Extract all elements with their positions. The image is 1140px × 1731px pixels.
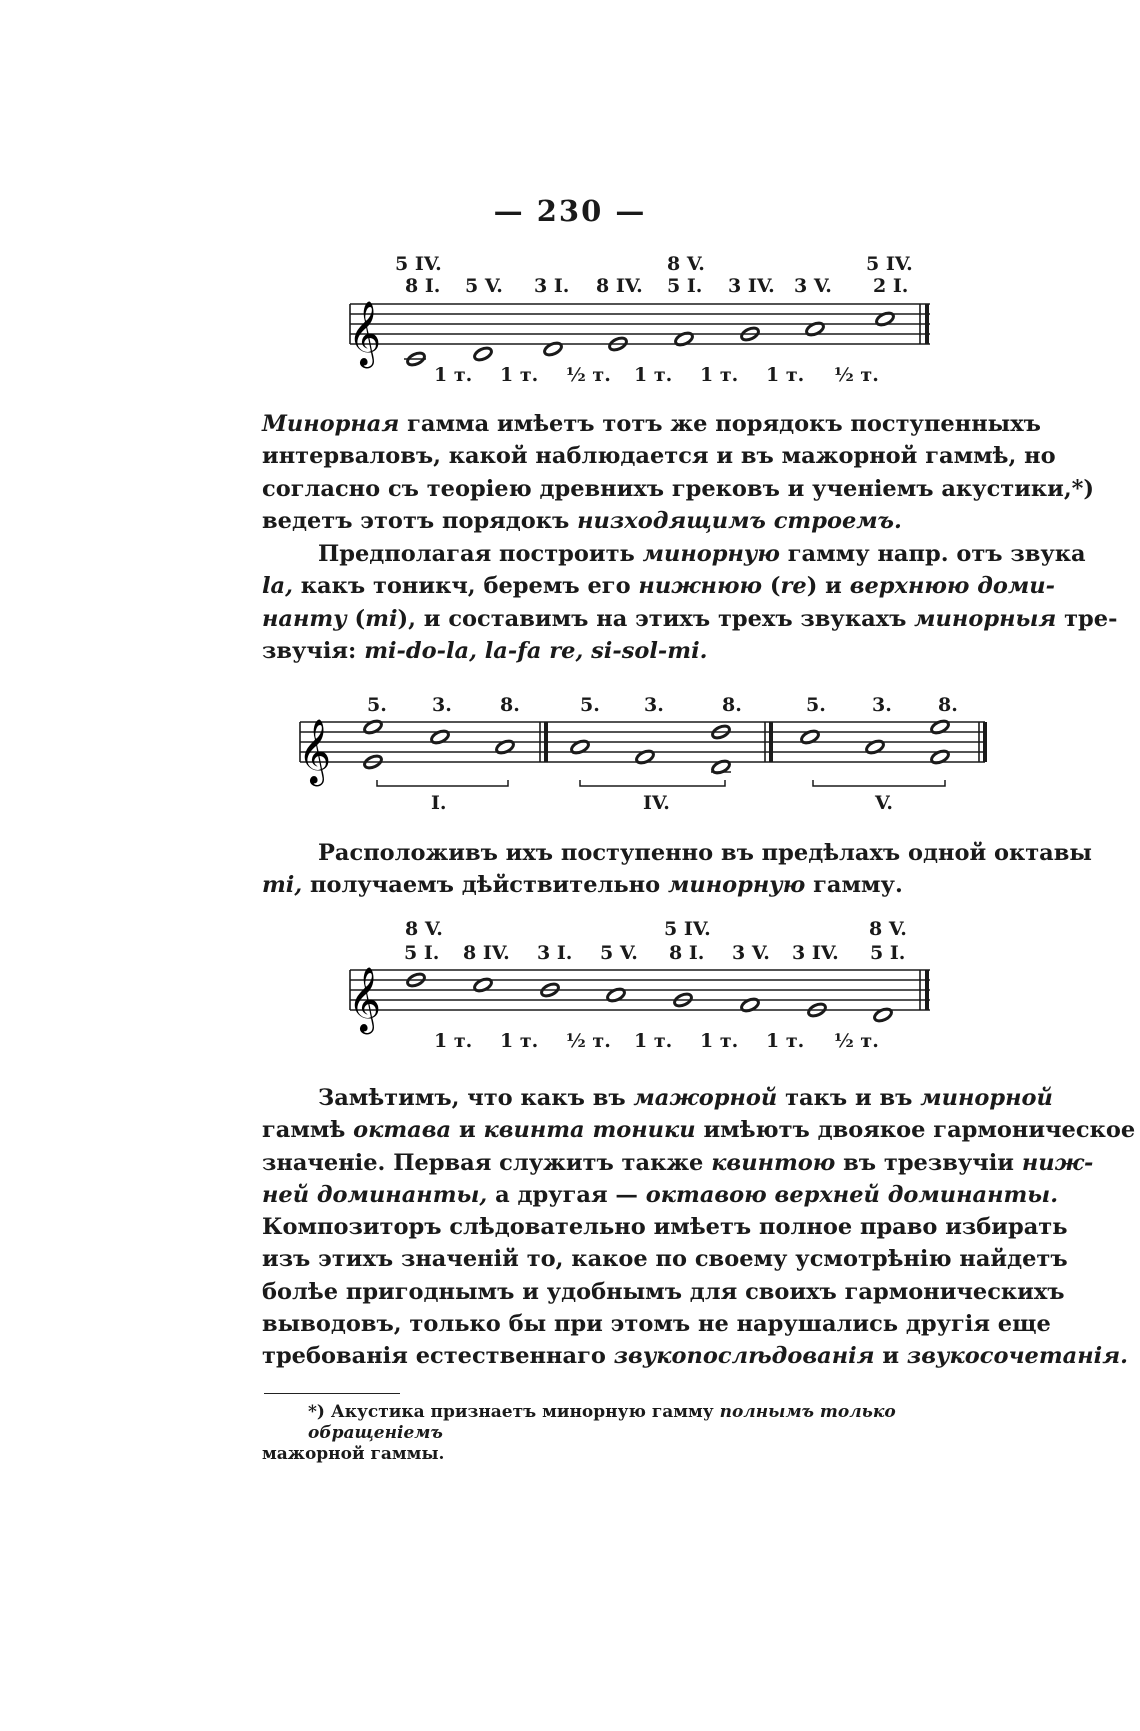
- ex3-degree-label: 3 V.: [732, 942, 770, 964]
- text-line: интерваловъ, какой наблюдается и въ мажорной гаммѣ, но: [262, 443, 1056, 470]
- ex1-degree-label: 3 IV.: [728, 275, 775, 297]
- ex3-degree-label: 3 I.: [537, 942, 573, 964]
- italic-term: ней доминанты,: [262, 1181, 488, 1208]
- ex2-number: 5.: [580, 694, 600, 716]
- italic-term: минорную: [642, 541, 780, 567]
- chord-label: IV.: [643, 792, 670, 814]
- text-run: и: [451, 1117, 484, 1144]
- page-number: — 230 —: [493, 194, 647, 228]
- ex2-number: 5.: [367, 694, 387, 716]
- whole-note: [674, 331, 695, 348]
- whole-note: [873, 1007, 894, 1024]
- ex3-degree-label: 5 I.: [404, 942, 440, 964]
- text-line: [262, 1147, 1094, 1179]
- ex3-top-label: 5 IV.: [664, 918, 711, 940]
- ex2-number: 5.: [806, 694, 826, 716]
- footnote-line: [262, 1402, 1019, 1444]
- ex1-step: 1 т.: [634, 364, 673, 386]
- whole-note: [805, 321, 826, 338]
- text-line: выводовъ, только бы при этомъ не нарушались другія еще: [262, 1311, 1051, 1338]
- text-run: гамму напр. отъ звука: [779, 541, 1086, 567]
- ex3-step: ½ т.: [566, 1030, 611, 1052]
- ex1-step: 1 т.: [700, 364, 739, 386]
- chord-label: I.: [431, 792, 447, 814]
- italic-term: звукопослѣдованія: [613, 1343, 875, 1370]
- text-run: Замѣтимъ, что какъ въ: [318, 1085, 634, 1111]
- ex1-step: 1 т.: [766, 364, 805, 386]
- text-run: ) и: [806, 573, 850, 600]
- ex1-degree-label: 2 I.: [873, 275, 909, 297]
- text-line: [262, 869, 1019, 901]
- whole-note: [543, 341, 564, 358]
- text-run: какъ тоникч, беремъ его: [292, 573, 639, 600]
- ex1-staff: [340, 290, 940, 370]
- text-run: (: [762, 573, 781, 600]
- ex2-staff: [295, 708, 995, 788]
- text-run: ведетъ этотъ порядокъ: [262, 507, 578, 534]
- whole-note: [930, 719, 951, 736]
- text-run: *) Акустика признаетъ минорную гамму: [308, 1402, 720, 1422]
- ex2-number: 8.: [722, 694, 742, 716]
- italic-term: re: [780, 573, 807, 600]
- italic-term: октавою верхней доминанты.: [645, 1181, 1059, 1208]
- ex1-top-label: 5 IV.: [866, 253, 913, 275]
- whole-note: [635, 749, 656, 766]
- ex1-degree-label: 5 V.: [465, 275, 503, 297]
- ex3-step: ½ т.: [834, 1030, 879, 1052]
- ex3-degree-label: 5 V.: [600, 942, 638, 964]
- text-run: (: [346, 605, 366, 632]
- whole-note: [865, 739, 886, 756]
- text-line: изъ этихъ значеній то, какое по своему усмотрѣнію найдетъ: [262, 1246, 1068, 1273]
- ex2-number: 3.: [872, 694, 892, 716]
- text-run: въ трезвучіи: [835, 1149, 1022, 1176]
- text-run: гаммѣ: [262, 1117, 354, 1144]
- text-line: Композиторъ слѣдовательно имѣетъ полное право избирать: [262, 1214, 1068, 1241]
- italic-term: la,: [262, 573, 293, 600]
- ex1-step: 1 т.: [434, 364, 473, 386]
- text-run: Предполагая построить: [318, 541, 643, 567]
- ex3-degree-label: 8 I.: [669, 942, 705, 964]
- italic-term: минорныя: [914, 605, 1057, 632]
- ex3-step: 1 т.: [634, 1030, 673, 1052]
- whole-note: [740, 997, 761, 1014]
- ex3-step: 1 т.: [700, 1030, 739, 1052]
- ex3-staff: [340, 960, 940, 1040]
- ex2-number: 8.: [938, 694, 958, 716]
- text-run: и: [874, 1343, 907, 1370]
- paragraph-2: [262, 538, 1118, 667]
- treble-clef-icon: 𝄞: [348, 967, 382, 1032]
- treble-clef-icon: 𝄞: [348, 301, 382, 366]
- ex1-top-label: 8 V.: [667, 253, 705, 275]
- ex1-degree-label: 3 I.: [534, 275, 570, 297]
- ex3-degree-label: 5 I.: [870, 942, 906, 964]
- footnote-divider: [264, 1393, 400, 1394]
- whole-note: [875, 311, 896, 328]
- whole-note: [363, 719, 384, 736]
- italic-term: октава: [353, 1117, 452, 1144]
- whole-note: [711, 759, 732, 776]
- italic-term: нанту: [262, 605, 347, 632]
- text-line: [262, 1340, 1128, 1372]
- italic-term: низходящимъ строемъ.: [577, 507, 902, 534]
- italic-term: верхнюю доми-: [849, 573, 1055, 600]
- text-run: получаемъ дѣйствительно: [302, 872, 668, 899]
- text-line: [262, 408, 1041, 440]
- whole-note: [430, 729, 451, 746]
- whole-note: [606, 987, 627, 1004]
- text-line: [262, 1179, 1059, 1211]
- ex1-degree-label: 5 I.: [667, 275, 703, 297]
- italic-term: звукосочетанія.: [906, 1343, 1128, 1370]
- italic-term: mi,: [262, 872, 303, 899]
- ex1-step: 1 т.: [500, 364, 539, 386]
- text-run: гамма имѣетъ тотъ же порядокъ поступенныхъ: [399, 411, 1041, 437]
- whole-note: [473, 977, 494, 994]
- ex2-number: 8.: [500, 694, 520, 716]
- text-line: Расположивъ ихъ поступенно въ предѣлахъ одной октавы: [318, 840, 1092, 866]
- whole-note: [800, 729, 821, 746]
- text-line: согласно съ теоріею древнихъ грековъ и ученіемъ акустики,*): [262, 475, 1095, 502]
- text-line: болѣе пригоднымъ и удобнымъ для своихъ гармоническихъ: [262, 1278, 1065, 1305]
- text-line: [262, 570, 1055, 602]
- ex2-number: 3.: [432, 694, 452, 716]
- text-run: значеніе. Первая служитъ также: [262, 1149, 712, 1176]
- text-run: звучія:: [262, 637, 365, 664]
- italic-term: мажорной: [633, 1085, 778, 1111]
- ex1-step: ½ т.: [834, 364, 879, 386]
- paragraph-1: [262, 408, 1095, 537]
- ex3-top-label: 8 V.: [869, 918, 907, 940]
- chord-label: V.: [875, 792, 894, 814]
- text-line: [262, 603, 1118, 635]
- italic-term: минорную: [667, 872, 806, 899]
- italic-term: полнымъ только обращеніемъ: [308, 1402, 896, 1443]
- ex3-top-label: 8 V.: [405, 918, 443, 940]
- italic-term: нижнюю: [638, 573, 763, 600]
- footnote-line: мажорной гаммы.: [262, 1444, 445, 1464]
- whole-note: [930, 749, 951, 766]
- italic-term: квинта тоники: [483, 1117, 696, 1144]
- ex1-degree-label: 3 V.: [794, 275, 832, 297]
- treble-clef-icon: 𝄞: [298, 719, 332, 784]
- text-run: а другая —: [487, 1181, 646, 1208]
- text-line: [262, 1082, 1053, 1114]
- whole-note: [495, 739, 516, 756]
- italic-term: минорной: [920, 1085, 1053, 1111]
- text-run: гамму.: [805, 872, 903, 899]
- text-line: [262, 538, 1086, 570]
- text-run: такъ и въ: [777, 1085, 921, 1111]
- ex3-step: 1 т.: [500, 1030, 539, 1052]
- text-line: [262, 505, 1019, 537]
- italic-term: mi: [365, 605, 398, 632]
- paragraph-3: [262, 837, 1092, 902]
- ex3-degree-label: 8 IV.: [463, 942, 510, 964]
- italic-term: квинтою: [711, 1149, 836, 1176]
- ex3-step: 1 т.: [766, 1030, 805, 1052]
- italic-term: ниж-: [1021, 1149, 1094, 1176]
- ex1-degree-label: 8 I.: [405, 275, 441, 297]
- text-run: имѣютъ двоякое гармоническое: [695, 1117, 1136, 1144]
- text-run: ), и составимъ на этихъ трехъ звукахъ: [397, 605, 915, 632]
- italic-term: mi-do-la, la-fa re, si-sol-mi.: [364, 637, 708, 664]
- text-run: тре-: [1056, 605, 1118, 632]
- text-line: [262, 635, 1019, 667]
- text-run: требованія естественнаго: [262, 1343, 614, 1370]
- ex2-number: 3.: [644, 694, 664, 716]
- paragraph-4: [262, 1082, 1136, 1373]
- footnote: [262, 1402, 1019, 1465]
- text-line: [262, 1114, 1136, 1146]
- ex1-top-label: 5 IV.: [395, 253, 442, 275]
- ex3-degree-label: 3 IV.: [792, 942, 839, 964]
- ex1-step: ½ т.: [566, 364, 611, 386]
- italic-term: Минорная: [262, 411, 400, 437]
- whole-note: [473, 346, 494, 363]
- ex1-degree-label: 8 IV.: [596, 275, 643, 297]
- whole-note: [570, 739, 591, 756]
- ex3-step: 1 т.: [434, 1030, 473, 1052]
